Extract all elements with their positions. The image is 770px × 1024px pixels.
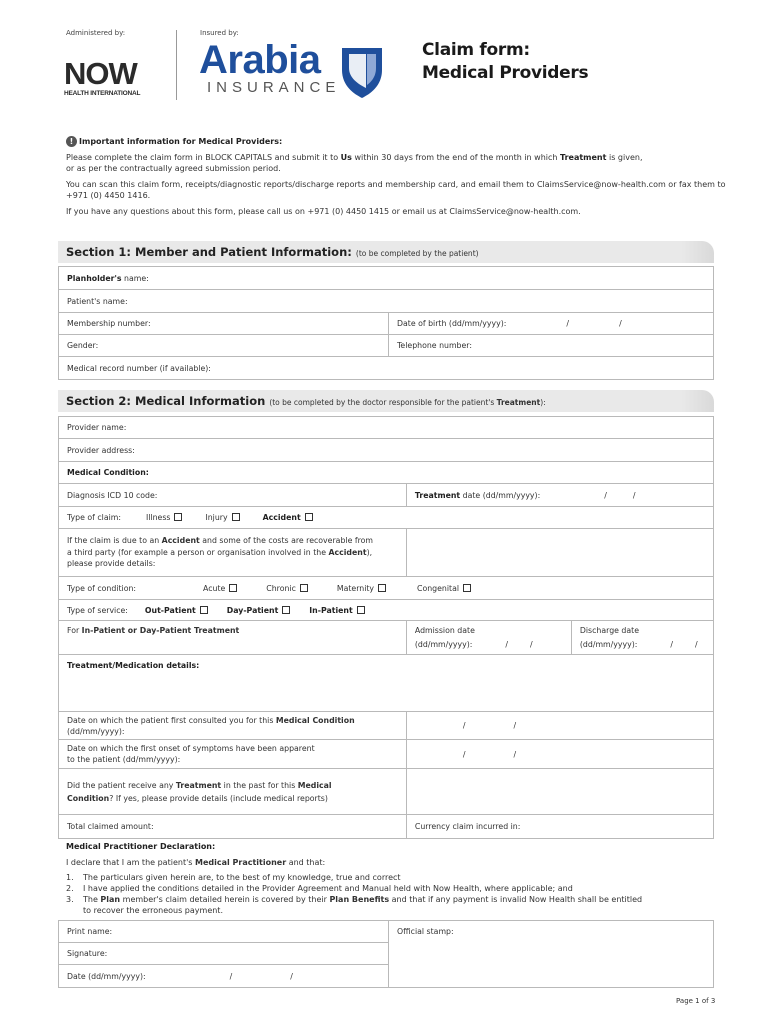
official-stamp-label: Official stamp:: [397, 927, 454, 936]
treatment-date-sep-2: /: [632, 490, 636, 500]
declaration-item-text: The particulars given herein are, to the best of my knowledge, true and correct: [83, 873, 401, 882]
admission-sep-1: /: [505, 639, 509, 649]
onset-sep-2: /: [513, 749, 517, 759]
third-party-text2: and some of the costs are recoverable from: [199, 536, 373, 546]
past-treatment-bold3: Condition: [67, 793, 110, 803]
print-name-label: Print name:: [67, 927, 113, 936]
info-paragraph-3: If you have any questions about this form, please call us on +971 (0) 4450 1415 or email us at ClaimsService@now-health.com.: [66, 207, 581, 216]
admission-date-field[interactable]: [406, 621, 571, 655]
item3-bold: Plan: [100, 895, 121, 904]
section1-table: [58, 266, 714, 380]
declaration-item-num: 2.: [66, 884, 74, 893]
first-consulted-label-cell: [59, 712, 407, 740]
discharge-date-label: Discharge date: [579, 625, 640, 635]
onset-label-cell: [59, 740, 407, 769]
treatment-details-label: Treatment/Medication details:: [67, 661, 200, 670]
info-p2-line2: +971 (0) 4450 1416.: [66, 191, 151, 200]
discharge-date-field[interactable]: [571, 621, 713, 655]
type-of-service-row: [59, 600, 714, 621]
third-party-bold2: Accident: [328, 547, 367, 557]
dob-label: Date of birth (dd/mm/yyyy):: [397, 319, 507, 328]
accident-label: Accident: [262, 513, 301, 522]
declaration-list: [66, 872, 642, 916]
planholder-name-field[interactable]: [59, 267, 714, 290]
past-treatment-bold2: Medical: [297, 780, 332, 790]
declaration-item-num: 1.: [66, 873, 74, 882]
info-p1-text2: within 30 days from the end of the month in which: [351, 153, 560, 162]
currency-field[interactable]: [406, 815, 713, 839]
third-party-bold: Accident: [161, 536, 200, 546]
medical-record-field[interactable]: [59, 357, 714, 380]
in-patient-label: In-Patient: [309, 605, 353, 615]
info-p1-us: Us: [340, 153, 352, 162]
administered-by-label: Administered by:: [66, 29, 126, 37]
first-consulted-date-field[interactable]: [406, 712, 713, 740]
admission-date-label: Admission date: [414, 625, 475, 635]
patient-name-label: Patient's name:: [67, 296, 128, 306]
past-treatment-bold: Treatment: [175, 780, 222, 790]
insured-by-label: Insured by:: [200, 29, 239, 37]
declaration-date-field[interactable]: [59, 965, 389, 988]
declaration-heading: Medical Practitioner Declaration:: [66, 842, 216, 851]
provider-address-label: Provider address:: [67, 445, 135, 455]
third-party-label-cell: [59, 529, 407, 577]
now-logo-main: NOW: [64, 56, 137, 91]
declaration-block: [66, 841, 642, 916]
info-p1-treatment: Treatment: [560, 153, 607, 162]
membership-number-label: Membership number:: [67, 319, 151, 328]
chronic-label: Chronic: [266, 583, 296, 593]
onset-line2: to the patient (dd/mm/yyyy):: [67, 755, 181, 764]
declaration-date-sep-2: /: [290, 971, 293, 981]
third-party-text: If the claim is due to an: [67, 536, 162, 546]
onset-sep-1: /: [462, 749, 466, 759]
section2-title: Section 2: Medical Information: [66, 394, 266, 408]
illness-checkbox[interactable]: [174, 513, 182, 521]
membership-number-field[interactable]: [59, 313, 389, 335]
section2-table: [58, 416, 714, 839]
first-consulted-text: Date on which the patient first consulted you for this: [67, 715, 276, 725]
provider-name-label: Provider name:: [67, 423, 127, 432]
declaration-item: [66, 883, 642, 894]
arabia-insurance-logo: [199, 40, 340, 96]
treatment-details-field[interactable]: [59, 655, 714, 712]
maternity-label: Maternity: [336, 583, 375, 593]
provider-name-field[interactable]: [59, 417, 714, 439]
diagnosis-label: Diagnosis ICD 10 code:: [67, 490, 158, 500]
item3-text: The: [83, 895, 101, 904]
form-title-line1: Claim form:: [422, 40, 530, 60]
diagnosis-field[interactable]: [59, 484, 407, 507]
dob-field[interactable]: [389, 313, 714, 335]
treatment-date-bold: Treatment: [414, 490, 461, 500]
third-party-details-field[interactable]: [406, 529, 713, 577]
planholder-label-bold: Planholder's: [67, 273, 122, 283]
section1-note: (to be completed by the patient): [355, 249, 479, 258]
item3-text3: and that if any payment is invalid Now Health shall be entitled: [389, 895, 643, 904]
congenital-checkbox[interactable]: [463, 584, 471, 592]
total-claimed-field[interactable]: [59, 815, 407, 839]
section2-note: (to be completed by the doctor responsible for the patient's: [269, 398, 497, 407]
gender-field[interactable]: [59, 335, 389, 357]
accident-checkbox[interactable]: [305, 513, 313, 521]
info-block: [66, 136, 726, 217]
declaration-intro-text: I declare that I am the patient's: [66, 858, 195, 867]
in-patient-checkbox[interactable]: [357, 606, 365, 614]
section1-header: [58, 241, 714, 263]
for-text: For: [67, 626, 82, 635]
official-stamp-field[interactable]: [389, 921, 714, 988]
declaration-date-sep-1: /: [229, 971, 233, 981]
declaration-intro-bold: Medical Practitioner: [194, 858, 287, 867]
arabia-shield-icon: [340, 44, 384, 100]
past-treatment-text: Did the patient receive any: [67, 780, 176, 790]
illness-label: Illness: [145, 513, 171, 522]
treatment-date-field[interactable]: [406, 484, 713, 507]
day-patient-checkbox[interactable]: [282, 606, 290, 614]
section2-header: [58, 390, 714, 412]
type-of-claim-row: [59, 507, 714, 529]
medical-condition-field[interactable]: [59, 462, 714, 484]
third-party-text5: please provide details:: [67, 559, 156, 569]
out-patient-label: Out-Patient: [144, 605, 196, 615]
item3-line2: to recover the erroneous payment.: [83, 906, 223, 915]
out-patient-checkbox[interactable]: [200, 606, 208, 614]
info-paragraph-2: [66, 179, 726, 201]
form-title-line2: Medical Providers: [422, 63, 589, 83]
third-party-text3: a third party (for example a person or organisation involved in the: [67, 547, 329, 557]
chronic-checkbox[interactable]: [300, 584, 308, 592]
injury-checkbox[interactable]: [232, 513, 240, 521]
arabia-logo-sub: INSURANCE: [207, 79, 341, 96]
congenital-label: Congenital: [417, 583, 460, 593]
gender-label: Gender:: [67, 341, 99, 350]
now-health-logo: [64, 58, 140, 97]
past-treatment-details-field[interactable]: [406, 769, 713, 815]
print-name-field[interactable]: [59, 921, 389, 943]
treatment-date-sep-1: /: [604, 490, 607, 500]
dob-sep-2: /: [619, 319, 622, 328]
past-treatment-text3: ? If yes, please provide details (include medical reports): [109, 793, 328, 803]
first-consulted-sep-1: /: [462, 721, 466, 730]
item3-text2: member's claim detailed herein is covered by their: [120, 895, 330, 904]
maternity-checkbox[interactable]: [378, 584, 386, 592]
dob-sep-1: /: [566, 319, 570, 328]
info-p1-text3: is given,: [606, 153, 643, 162]
day-patient-label: Day-Patient: [226, 605, 279, 615]
declaration-item-num: 3.: [66, 895, 74, 904]
third-party-text4: ),: [366, 547, 373, 557]
medical-record-label: Medical record number (if available):: [67, 363, 211, 373]
declaration-item-text: I have applied the conditions detailed in the Provider Agreement and Manual held with Now Health, where applicable; and: [83, 884, 573, 893]
declaration-item: [66, 894, 642, 916]
declaration-intro-end: and that:: [286, 858, 326, 867]
discharge-sep-1: /: [670, 639, 674, 649]
admission-date-format: (dd/mm/yyyy):: [414, 639, 473, 649]
currency-label: Currency claim incurred in:: [414, 822, 521, 831]
info-p2-line1: You can scan this claim form, receipts/diagnostic reports/discharge reports and membership card, and email them to ClaimsService@now-health.com or fax them to: [66, 180, 726, 189]
telephone-label: Telephone number:: [397, 341, 472, 350]
item3-bold2: Plan Benefits: [329, 895, 390, 904]
onset-line1: Date on which the first onset of symptoms have been apparent: [67, 744, 315, 753]
declaration-item: [66, 872, 642, 883]
signature-label: Signature:: [67, 949, 108, 958]
total-claimed-label: Total claimed amount:: [67, 822, 154, 831]
type-of-condition-row: [59, 577, 714, 600]
info-heading: Important information for Medical Providers:: [79, 137, 283, 146]
onset-date-field[interactable]: [406, 740, 713, 769]
now-logo-sub: HEALTH INTERNATIONAL: [64, 90, 141, 97]
admission-sep-2: /: [530, 639, 533, 649]
type-of-condition-label: Type of condition:: [67, 583, 137, 593]
discharge-date-format: (dd/mm/yyyy):: [579, 639, 638, 649]
acute-label: Acute: [203, 583, 226, 593]
telephone-field[interactable]: [389, 335, 714, 357]
declaration-date-label: Date (dd/mm/yyyy):: [67, 971, 146, 981]
info-icon: !: [66, 136, 77, 147]
treatment-date-label: date (dd/mm/yyyy):: [460, 490, 541, 500]
info-p1-text: Please complete the claim form in BLOCK CAPITALS and submit it to: [66, 153, 341, 162]
inpatient-treatment-label-cell: [59, 621, 407, 655]
info-paragraph-1: [66, 152, 726, 174]
type-of-service-label: Type of service:: [67, 605, 128, 615]
declaration-intro: [66, 857, 642, 868]
acute-checkbox[interactable]: [229, 584, 237, 592]
info-p1-line2: or as per the contractually agreed submission period.: [66, 164, 281, 173]
section2-note-end: ):: [540, 398, 546, 407]
declaration-table: [58, 920, 714, 988]
past-treatment-text2: in the past for this: [221, 780, 298, 790]
provider-address-field[interactable]: [59, 439, 714, 462]
patient-name-field[interactable]: [59, 290, 714, 313]
arabia-logo-main: Arabia: [199, 38, 321, 82]
logo-divider: [176, 30, 177, 100]
medical-condition-label: Medical Condition:: [67, 468, 149, 477]
past-treatment-label-cell: [59, 769, 407, 815]
first-consulted-format: (dd/mm/yyyy):: [67, 726, 125, 736]
signature-field[interactable]: [59, 943, 389, 965]
section1-title: Section 1: Member and Patient Information:: [66, 245, 352, 259]
page-number: Page 1 of 3: [676, 997, 716, 1005]
discharge-sep-2: /: [695, 639, 698, 649]
first-consulted-sep-2: /: [513, 721, 517, 730]
planholder-label: name:: [121, 273, 149, 283]
type-of-claim-label: Type of claim:: [67, 513, 121, 522]
injury-label: Injury: [205, 513, 228, 522]
first-consulted-bold: Medical Condition: [275, 715, 355, 725]
section2-note-bold: Treatment: [496, 398, 541, 407]
for-bold: In-Patient or Day-Patient Treatment: [81, 626, 240, 635]
